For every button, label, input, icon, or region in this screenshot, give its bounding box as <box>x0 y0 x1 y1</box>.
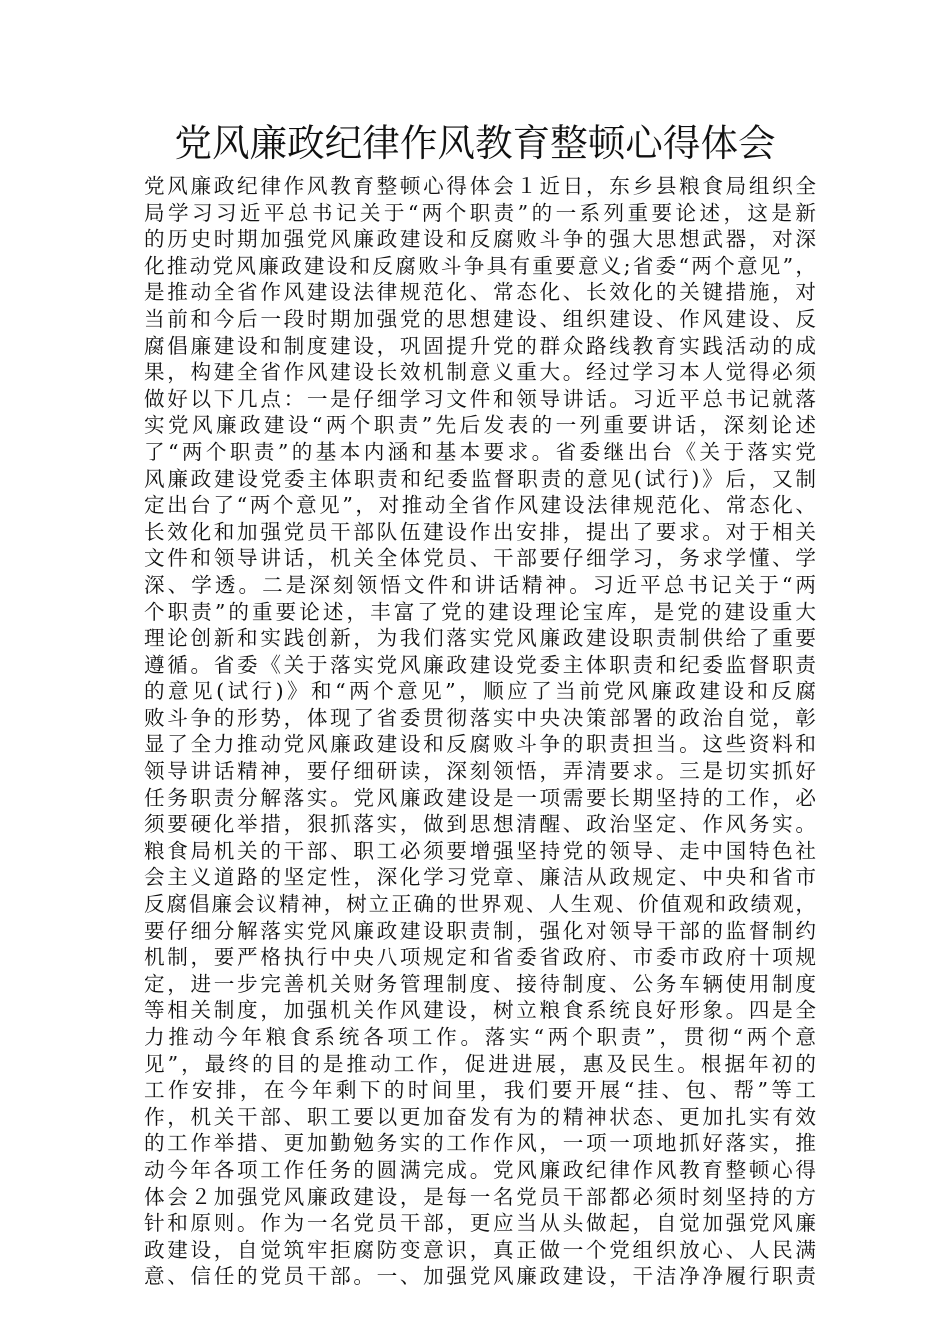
body-text-line: 做好以下几点：一是仔细学习文件和领导讲话。习近平总书记就落 <box>144 386 816 411</box>
body-text-line: 针和原则。作为一名党员干部，更应当从头做起，自觉加强党风廉 <box>144 1211 816 1236</box>
body-text-line: 风廉政建设党委主体职责和纪委监督职责的意见(试行)》后，又制 <box>144 466 816 491</box>
body-text-line: 个职责”的重要论述，丰富了党的建设理论宝库，是党的建设重大 <box>144 599 816 624</box>
body-text-line: 粮食局机关的干部、职工必须要增强坚持党的领导、走中国特色社 <box>144 838 816 863</box>
body-text-line: 理论创新和实践创新，为我们落实党风廉政建设职责制供给了重要 <box>144 626 816 651</box>
body-text-line: 动今年各项工作任务的圆满完成。党风廉政纪律作风教育整顿心得 <box>144 1157 816 1182</box>
document-title: 党风廉政纪律作风教育整顿心得体会 <box>174 121 776 165</box>
body-text-line: 意、信任的党员干部。一、加强党风廉政建设，干洁净净履行职责 <box>144 1264 816 1289</box>
document-body <box>144 173 816 1290</box>
body-text-line: 显了全力推动党风廉政建设和反腐败斗争的职责担当。这些资料和 <box>144 732 816 757</box>
body-text-line: 领导讲话精神，要仔细研读，深刻领悟，弄清要求。三是切实抓好 <box>144 759 816 784</box>
body-text-line: 化推动党风廉政建设和反腐败斗争具有重要意义;省委“两个意见”， <box>144 253 816 278</box>
body-text-line: 等相关制度，加强机关作风建设，树立粮食系统良好形象。四是全 <box>144 998 816 1023</box>
body-text-line: 机制，要严格执行中央八项规定和省委省政府、市委市政府十项规 <box>144 945 816 970</box>
body-text-line: 要仔细分解落实党风廉政建设职责制，强化对领导干部的监督制约 <box>144 918 816 943</box>
body-text-line: 定出台了“两个意见”，对推动全省作风建设法律规范化、常态化、 <box>144 493 816 518</box>
body-text-line: 须要硬化举措，狠抓落实，做到思想清醒、政治坚定、作风务实。 <box>144 812 816 837</box>
body-text-line: 体会２加强党风廉政建设，是每一名党员干部都必须时刻坚持的方 <box>144 1184 816 1209</box>
body-text-line: 长效化和加强党员干部队伍建设作出安排，提出了要求。对于相关 <box>144 519 816 544</box>
body-text-line: 的历史时期加强党风廉政建设和反腐败斗争的强大思想武器，对深 <box>144 227 816 252</box>
body-text-line: 作，机关干部、职工要以更加奋发有为的精神状态、更加扎实有效 <box>144 1104 816 1129</box>
body-text-line: 任务职责分解落实。党风廉政建设是一项需要长期坚持的工作，必 <box>144 785 816 810</box>
body-text-line: 实党风廉政建设“两个职责”先后发表的一列重要讲话，深刻论述 <box>144 413 816 438</box>
body-text-line: 腐倡廉建设和制度建设，巩固提升党的群众路线教育实践活动的成 <box>144 333 816 358</box>
body-text-line: 工作安排，在今年剩下的时间里，我们要开展“挂、包、帮”等工 <box>144 1078 816 1103</box>
body-text-line: 党风廉政纪律作风教育整顿心得体会１近日，东乡县粮食局组织全 <box>144 174 816 198</box>
body-text-line: 局学习习近平总书记关于“两个职责”的一系列重要论述，这是新 <box>144 200 816 225</box>
body-text-line: 遵循。省委《关于落实党风廉政建设党委主体职责和纪委监督职责 <box>144 652 816 677</box>
body-text-line: 的工作举措、更加勤勉务实的工作作风，一项一项地抓好落实，推 <box>144 1131 816 1156</box>
body-text-line: 败斗争的形势，体现了省委贯彻落实中央决策部署的政治自觉，彰 <box>144 705 816 730</box>
body-text-line: 政建设，自觉筑牢拒腐防变意识，真正做一个党组织放心、人民满 <box>144 1237 816 1262</box>
body-text-line: 果，构建全省作风建设长效机制意义重大。经过学习本人觉得必须 <box>144 360 816 385</box>
body-text-line: 的意见(试行)》和“两个意见”，顺应了当前党风廉政建设和反腐 <box>144 679 816 704</box>
body-text-line: 文件和领导讲话，机关全体党员、干部要仔细学习，务求学懂、学 <box>144 546 816 571</box>
body-text-line: 深、学透。二是深刻领悟文件和讲话精神。习近平总书记关于“两 <box>144 572 816 597</box>
body-text-line: 见”，最终的目的是推动工作，促进进展，惠及民生。根据年初的 <box>144 1051 816 1076</box>
body-text-line: 会主义道路的坚定性，深化学习党章、廉洁从政规定、中央和省市 <box>144 865 816 890</box>
body-text-line: 定，进一步完善机关财务管理制度、接待制度、公务车辆使用制度 <box>144 971 816 996</box>
body-text-line: 当前和今后一段时期加强党的思想建设、组织建设、作风建设、反 <box>144 306 816 331</box>
body-text-line: 反腐倡廉会议精神，树立正确的世界观、人生观、价值观和政绩观， <box>144 892 816 917</box>
body-text-line: 是推动全省作风建设法律规范化、常态化、长效化的关键措施，对 <box>144 280 816 305</box>
body-text-line: 力推动今年粮食系统各项工作。落实“两个职责”，贯彻“两个意 <box>144 1025 816 1049</box>
body-text-line: 了“两个职责”的基本内涵和基本要求。省委继出台《关于落实党 <box>144 439 816 464</box>
